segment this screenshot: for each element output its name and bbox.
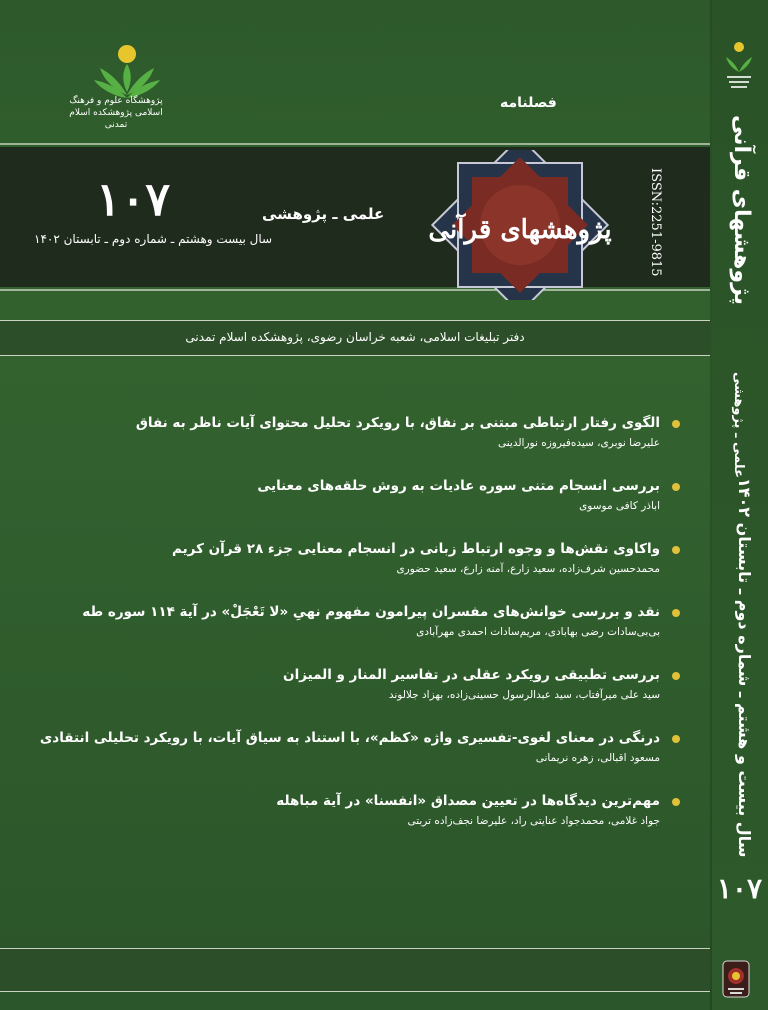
article-authors: سید علی میرآفتاب، سید عبدالرسول حسینی‌زاده، بهزاد جلالوند <box>388 689 660 701</box>
seal-icon <box>722 960 750 998</box>
bullet-icon <box>672 420 680 428</box>
institute-logo-icon <box>724 40 754 95</box>
spine-issue-number: ۱۰۷ <box>716 872 762 905</box>
journal-title-art: پژوهشهای قرآنی <box>428 215 612 245</box>
article-title: الگوی رفتار ارتباطی مبتنی بر نفاق، با رویکرد تحلیل محتوای آیات ناظر به نفاق <box>135 415 660 431</box>
article-title: درنگی در معنای لغوی-تفسیری واژه «کظم»، با استناد به سیاق آیات، با رویکرد تحلیلی انتقادی <box>39 730 660 746</box>
article-title: بررسی تطبیقی رویکرد عقلی در تفاسیر المنار و المیزان <box>283 667 660 683</box>
article-title: واکاوی نقش‌ها و وجوه ارتباط زبانی در انسجام معنایی جزء ۲۸ قرآن کریم <box>172 541 660 557</box>
list-item <box>100 667 680 730</box>
bullet-icon <box>672 798 680 806</box>
institute-caption: پژوهشگاه علوم و فرهنگ اسلامی پژوهشکده اسلام تمدنی <box>69 96 163 130</box>
article-authors: علیرضا نوبری، سیده‌فیروزه نورالدینی <box>498 437 660 449</box>
journal-type-label: فصلنامه <box>500 95 557 111</box>
bullet-icon <box>672 735 680 743</box>
divider-line <box>0 143 710 145</box>
article-authors: اباذر کافی موسوی <box>579 500 660 512</box>
article-title: مهم‌ترین دیدگاه‌ها در تعیین مصداق «انفسنا» در آیة مباهله <box>276 793 660 809</box>
publisher-label: دفتر تبلیغات اسلامی، شعبه خراسان رضوی، پژوهشکده اسلام تمدنی <box>185 330 525 344</box>
article-authors: مسعود اقبالی، زهره نریمانی <box>535 752 660 764</box>
article-authors: بی‌بی‌سادات رضی بهابادی، مریم‌سادات احمدی مهرآبادی <box>416 626 660 638</box>
bullet-icon <box>672 546 680 554</box>
article-title: نقد و بررسی خوانش‌های مفسران پیرامون مفهوم نهیِ «لا تَعْجَلْ» در آیة ۱۱۴ سوره طه <box>82 604 660 620</box>
issue-info: سال بیست وهشتم ـ شماره دوم ـ تابستان ۱۴۰۲ <box>34 232 273 246</box>
bottom-band <box>0 948 710 992</box>
article-title: بررسی انسجام متنی سوره عادیات به روش حلقه‌های معنایی <box>257 478 660 494</box>
journal-emblem <box>420 150 620 300</box>
scientific-label: علمی ـ پژوهشی <box>262 205 385 223</box>
spine-subtitle: علمی ـ پژوهشی <box>731 372 746 478</box>
list-item <box>39 730 680 793</box>
list-item <box>100 541 680 604</box>
list-item <box>100 793 680 856</box>
articles-list <box>39 415 680 856</box>
list-item <box>100 415 680 478</box>
list-item <box>100 478 680 541</box>
bullet-icon <box>672 672 680 680</box>
issue-number: ۱۰۷ <box>96 172 171 226</box>
article-authors: جواد غلامی، محمدجواد عنایتی راد، علیرضا نجف‌زاده تربتی <box>407 815 660 827</box>
bullet-icon <box>672 483 680 491</box>
spine-title: پژوهشهای قرآنی <box>729 115 754 306</box>
list-item <box>82 604 680 667</box>
article-authors: محمدحسین شرف‌زاده، سعید زارع، آمنه زارع، سعید حضوری <box>396 563 660 575</box>
issn-label: ISSN:2251-9815 <box>648 168 663 277</box>
spine-issue-info: سال بیست و هشتم ـ شماره دوم ـ تابستان ۱۴۰۲ <box>735 478 754 858</box>
bullet-icon <box>672 609 680 617</box>
